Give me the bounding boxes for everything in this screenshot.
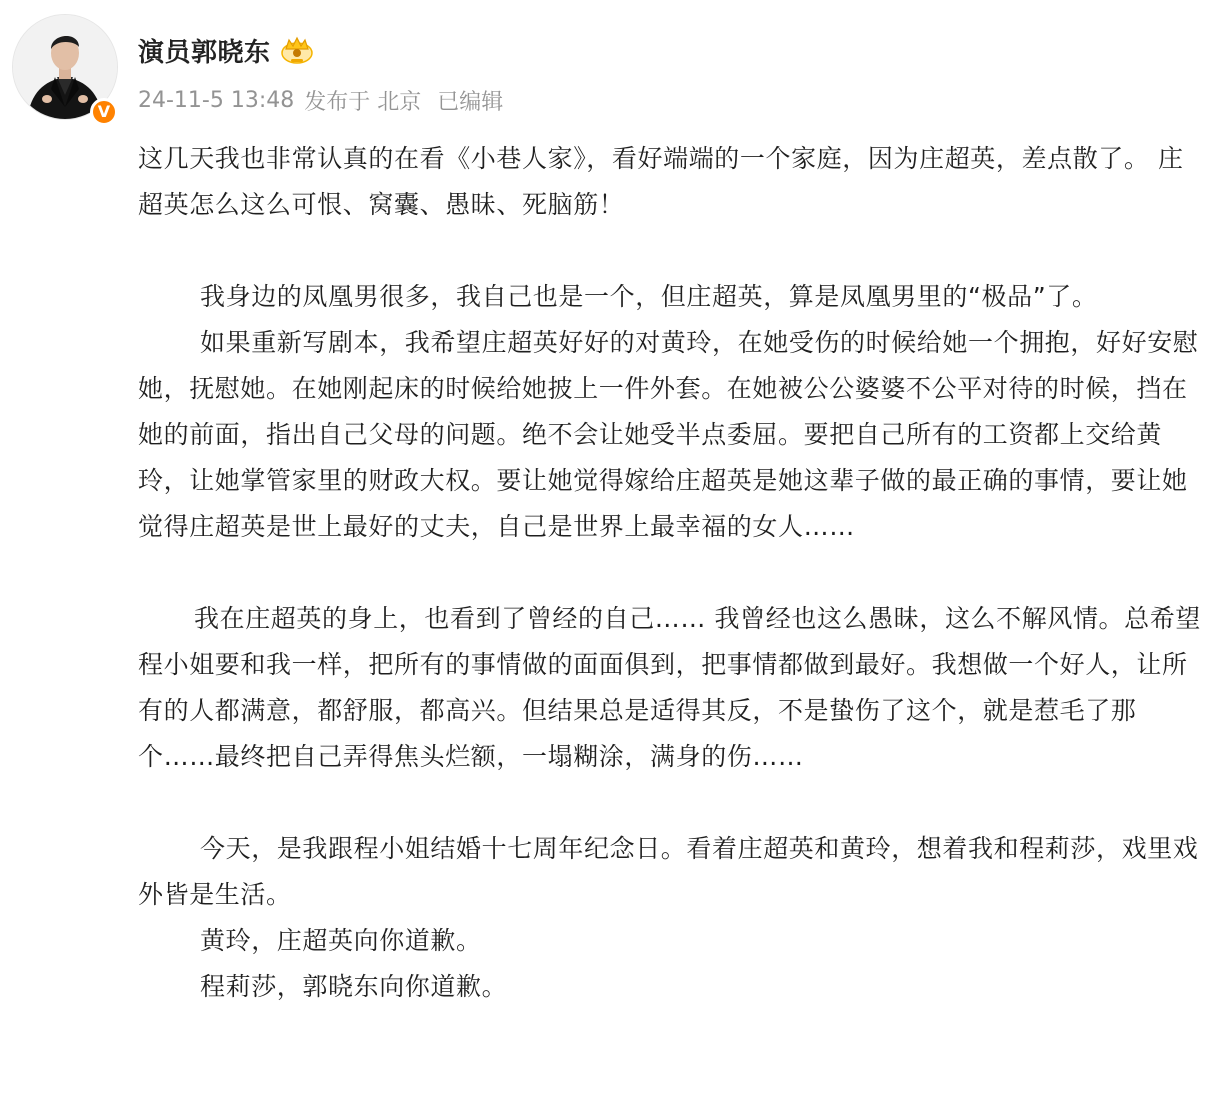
verified-v-icon: V <box>90 98 118 126</box>
edited-label[interactable]: 已编辑 <box>437 89 504 115</box>
post-header <box>12 14 1212 132</box>
post-meta <box>138 84 503 116</box>
crown-icon[interactable] <box>279 35 315 65</box>
post-content <box>138 136 1202 1010</box>
user-name[interactable]: 演员郭晓东 <box>138 37 271 68</box>
paragraph-3: 如果重新写剧本，我希望庄超英好好的对黄玲，在她受伤的时候给她一个拥抱，好好安慰她，抚慰她。在她刚起床的时候给她披上一件外套。在她被公公婆婆不公平对待的时候，挡在她的前面，指出自己父母的问题。绝不会让她受半点委屈。要把自己所有的工资都上交给黄玲，让她掌管家里的财政大权。要让她觉得嫁给庄超英是她这辈子做的最正确的事情，要让她觉得庄超英是世上最好的丈夫，自己是世界上最幸福的女人…… <box>138 328 1199 541</box>
paragraph-2: 我身边的凤凰男很多，我自己也是一个，但庄超英，算是凤凰男里的“极品”了。 <box>200 282 1098 311</box>
post-time[interactable]: 24-11-5 13:48 <box>138 87 295 113</box>
paragraph-5: 今天，是我跟程小姐结婚十七周年纪念日。看着庄超英和黄玲，想着我和程莉莎，戏里戏外皆是生活。 <box>138 834 1199 909</box>
paragraph-6: 黄玲，庄超英向你道歉。 <box>200 926 482 955</box>
paragraph-1: 这几天我也非常认真的在看《小巷人家》，看好端端的一个家庭，因为庄超英，差点散了。 庄超英怎么这么可恨、窝囊、愚昧、死脑筋！ <box>138 144 1184 219</box>
name-row <box>138 28 315 72</box>
avatar-container[interactable] <box>12 14 118 124</box>
paragraph-7: 程莉莎，郭晓东向你道歉。 <box>200 972 508 1001</box>
post-location: 发布于 北京 <box>304 89 422 115</box>
paragraph-4: 我在庄超英的身上，也看到了曾经的自己…… 我曾经也这么愚昧，这么不解风情。总希望程小姐要和我一样，把所有的事情做的面面俱到，把事情都做到最好。我想做一个好人，让所有的人都满意，都舒服，都高兴。但结果总是适得其反，不是蛰伤了这个，就是惹毛了那个……最终把自己弄得焦头烂额，一塌糊涂，满身的伤…… <box>138 604 1201 771</box>
